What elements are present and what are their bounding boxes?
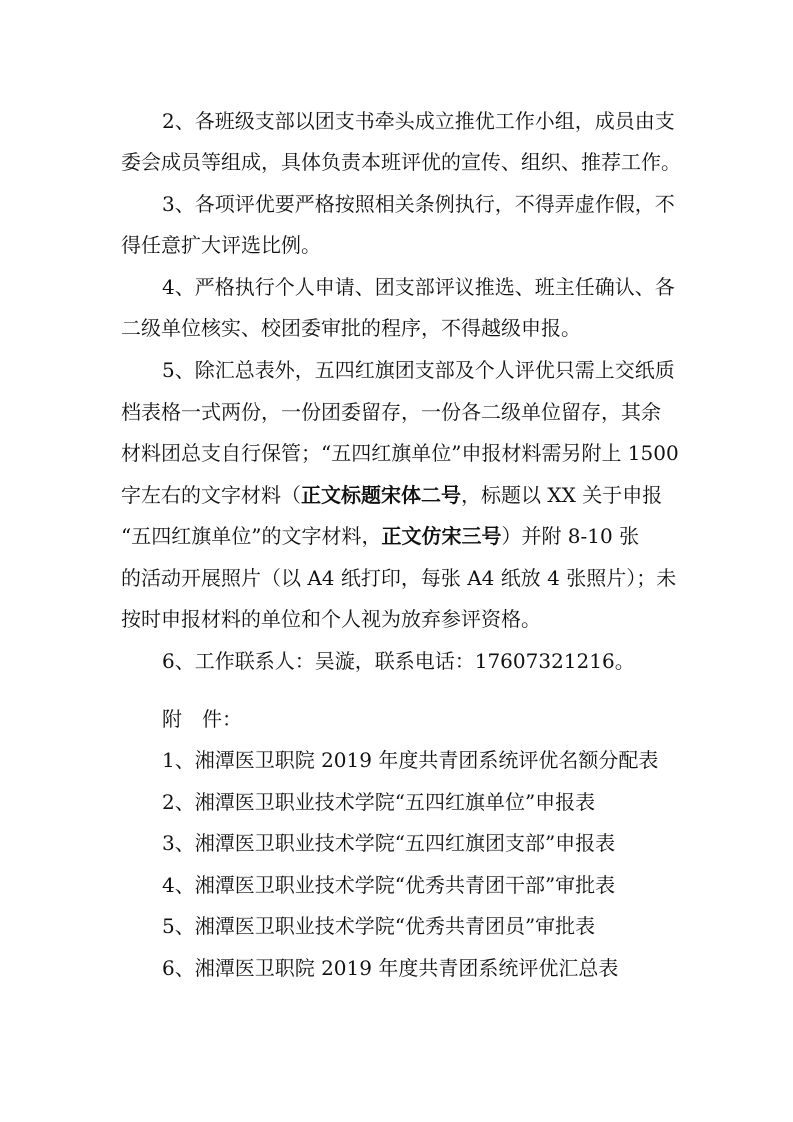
item-5-line-5-part-c: ）并附 8-10 张 [501, 524, 640, 548]
item-6-contact: 6、工作联系人：吴漩，联系电话：17607321216。 [162, 649, 635, 673]
item-5-line-5 [121, 524, 639, 548]
item-5-line-6: 的活动开展照片（以 A4 纸打印，每张 A4 纸放 4 张照片）；未 [121, 566, 677, 590]
item-5-bold-body-font: 正文仿宋三号 [381, 524, 502, 548]
item-5-line-3: 材料团总支自行保管；“五四红旗单位”申报材料需另附上 1500 [121, 441, 679, 465]
item-5-line-4-part-c: ，标题以 XX 关于申报 [461, 483, 663, 507]
attachment-item-1: 1、湘潭医卫职院 2019 年度共青团系统评优名额分配表 [162, 748, 659, 772]
item-2-line-2: 委会成员等组成，具体负责本班评优的宣传、组织、推荐工作。 [121, 150, 681, 174]
item-5-line-4-part-a: 字左右的文字材料（ [121, 483, 301, 507]
item-5-line-7: 按时申报材料的单位和个人视为放弃参评资格。 [121, 607, 541, 631]
item-5-line-4 [121, 483, 662, 507]
attachment-item-5: 5、湘潭医卫职业技术学院“优秀共青团员”审批表 [162, 914, 596, 938]
item-4-line-1: 4、严格执行个人申请、团支部评议推选、班主任确认、各 [162, 275, 675, 299]
attachment-item-3: 3、湘潭医卫职业技术学院“五四红旗团支部”申报表 [162, 831, 616, 855]
item-5-line-1: 5、除汇总表外，五四红旗团支部及个人评优只需上交纸质 [162, 358, 675, 382]
item-3-line-2: 得任意扩大评选比例。 [121, 233, 321, 257]
item-2-line-1: 2、各班级支部以团支书牵头成立推优工作小组，成员由支 [162, 109, 675, 133]
attachments-heading: 附 件： [162, 707, 242, 731]
attachment-item-6: 6、湘潭医卫职院 2019 年度共青团系统评优汇总表 [162, 956, 619, 980]
item-4-line-2: 二级单位核实、校团委审批的程序，不得越级申报。 [121, 316, 581, 340]
item-5-bold-title-font: 正文标题宋体二号 [301, 483, 461, 507]
item-3-line-1: 3、各项评优要严格按照相关条例执行，不得弄虚作假，不 [162, 192, 675, 216]
attachment-item-2: 2、湘潭医卫职业技术学院“五四红旗单位”申报表 [162, 790, 596, 814]
attachment-item-4: 4、湘潭医卫职业技术学院“优秀共青团干部”审批表 [162, 873, 616, 897]
item-5-line-2: 档表格一式两份，一份团委留存，一份各二级单位留存，其余 [121, 400, 661, 424]
item-5-line-5-part-a: “五四红旗单位”的文字材料， [121, 524, 382, 548]
